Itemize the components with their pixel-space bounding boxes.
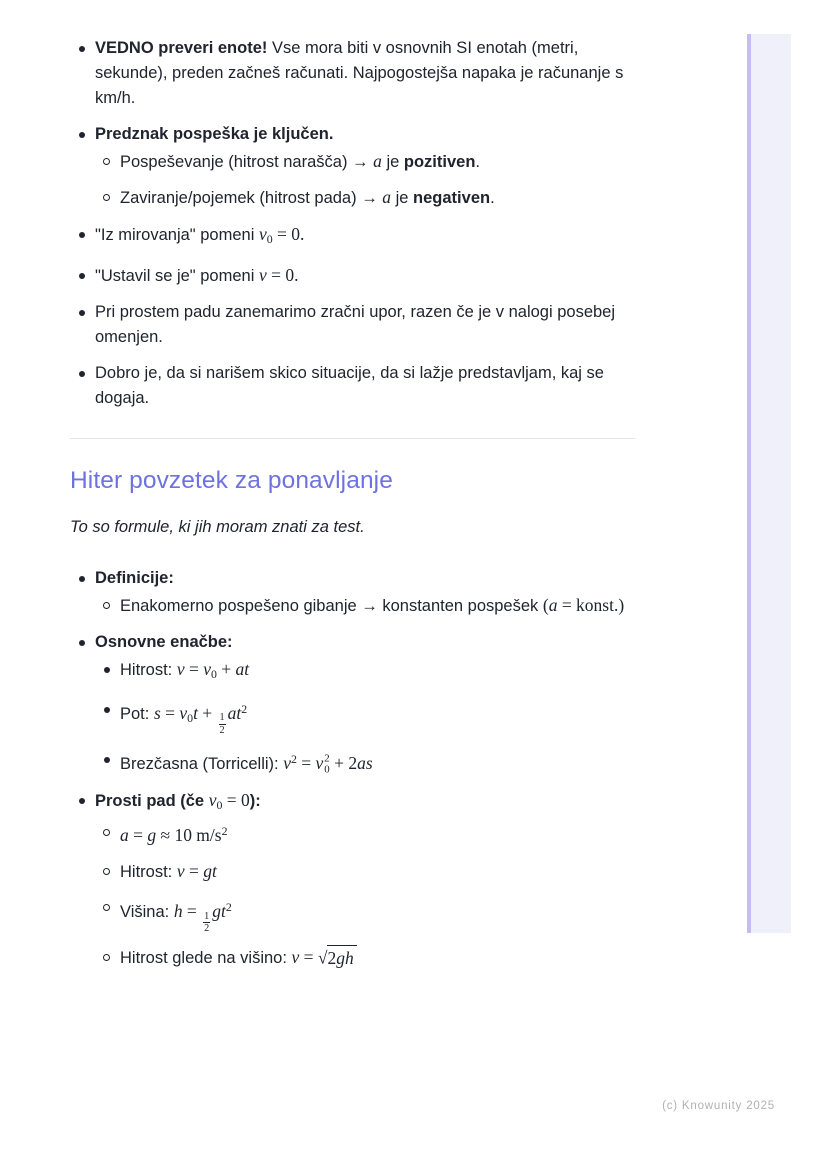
bullet-list: [70, 566, 635, 971]
math-variable: a: [120, 825, 129, 846]
math-variable: h: [173, 901, 183, 922]
math-text: = 0.: [266, 264, 299, 285]
math-variable: v: [258, 264, 267, 285]
list-item-text: [95, 39, 623, 107]
text-run: Dobro je, da si narišem skico situacije, da si lažje predstavljam, kaj se dogaja.: [95, 363, 604, 407]
bold-text: Prosti pad (če: [95, 791, 209, 810]
text-run: Hitrost:: [120, 660, 177, 679]
list-item-text: [120, 751, 373, 776]
math-variable: a: [373, 151, 382, 171]
sub-list-item: [95, 747, 635, 777]
sub-list-item: [95, 149, 635, 175]
math-text: =: [128, 825, 148, 846]
sub-list-item: [95, 657, 635, 687]
sub-bullet-list: [95, 593, 635, 619]
math-text: +: [216, 658, 236, 679]
list-item-text: [95, 364, 604, 407]
fraction-numerator: 1: [219, 712, 225, 724]
math-variable: v: [291, 947, 300, 968]
fraction-denominator: 2: [219, 724, 225, 736]
list-item: [70, 222, 635, 252]
math-variable: a: [548, 594, 558, 615]
sub-list-item: [95, 859, 635, 885]
math-text: =: [184, 658, 204, 679]
math-variable: v: [176, 861, 185, 882]
math-variable: v: [258, 224, 267, 244]
list-item: [70, 361, 635, 411]
text-run: Pot:: [120, 704, 154, 723]
list-item: [70, 566, 635, 619]
math-variable: gt: [203, 861, 217, 882]
copyright-footer: (c) Knowunity 2025: [662, 1100, 775, 1112]
math-variable: at: [227, 702, 242, 723]
math-variable: g: [147, 825, 157, 846]
list-item: [70, 630, 635, 777]
list-item-text: [120, 594, 625, 615]
superscript: 2: [225, 900, 232, 915]
right-margin-accent-line: [747, 34, 751, 933]
math-text: ≈ 10 m/s: [156, 825, 222, 846]
list-item-text: [120, 189, 495, 207]
math-text: =: [299, 947, 318, 968]
list-item-text: [95, 633, 233, 651]
text-run: Hiter povzetek za ponavljanje: [70, 466, 393, 494]
list-item: [70, 263, 635, 289]
text-run: "Ustavil se je" pomeni: [95, 266, 259, 285]
section-divider: [70, 438, 635, 439]
list-item-text: [120, 863, 217, 881]
math-text: + 2: [329, 752, 358, 773]
math-variable: as: [357, 752, 373, 773]
math-text: 2: [327, 948, 337, 969]
text-run: je: [381, 153, 404, 171]
intro-note: [70, 515, 635, 540]
math-variable: s: [153, 702, 161, 723]
text-run: Višina:: [120, 903, 174, 922]
fraction-numerator: 1: [204, 910, 210, 922]
list-item: [70, 300, 635, 350]
math-text: = konst.): [557, 594, 625, 615]
math-text: =: [182, 901, 202, 922]
fraction: [203, 911, 210, 936]
text-run: Enakomerno pospešeno gibanje → konstanten pospešek: [120, 596, 543, 615]
sub-list-item: [95, 593, 635, 619]
radicand: [327, 945, 357, 971]
math-text: (: [542, 594, 549, 615]
list-item-text: [95, 569, 174, 587]
subscript: 0: [266, 231, 273, 246]
superscript: 2: [241, 701, 248, 716]
sub-list-item: [95, 820, 635, 850]
text-run: Pospeševanje (hitrost narašča) →: [120, 153, 374, 171]
list-item-text: [120, 824, 228, 846]
list-item-text: [120, 701, 248, 736]
document-content: [70, 36, 635, 982]
text-run: Hitrost glede na višino:: [120, 949, 292, 968]
math-text: = 0: [222, 789, 250, 810]
math-variable: t: [193, 702, 198, 723]
list-item-text: [95, 789, 261, 812]
sub-superscript-group: [316, 751, 330, 776]
bold-text: Predznak pospeška je ključen.: [95, 125, 334, 143]
sub-bullet-list: [95, 820, 635, 972]
superscript: 2: [324, 751, 330, 764]
math-variable: v: [179, 702, 188, 723]
list-item-text: [95, 226, 304, 244]
radical-sign-icon: √: [317, 947, 328, 968]
list-item: [70, 122, 635, 211]
list-item: [70, 36, 635, 111]
list-item-text: [95, 125, 333, 143]
math-text: =: [160, 702, 180, 723]
subscript: 0: [187, 710, 194, 725]
superscript: 2: [221, 824, 228, 839]
sub-list-item: [95, 697, 635, 737]
math-variable: v: [315, 752, 324, 773]
sub-list-item: [95, 895, 635, 935]
list-item-text: [95, 303, 615, 346]
math-variable: a: [382, 187, 392, 207]
bold-text: negativen: [413, 189, 491, 207]
right-margin-bar: [751, 34, 791, 933]
text-run: Pri prostem padu zanemarimo zračni upor, razen če je v nalogi posebej omenjen.: [95, 302, 616, 346]
list-item: [70, 788, 635, 972]
math-text: =: [184, 861, 204, 882]
text-run: Zaviranje/pojemek (hitrost pada) →: [120, 189, 383, 207]
text-run: je: [391, 189, 414, 207]
square-root: [318, 945, 357, 971]
math-variable: v: [283, 752, 291, 773]
text-run: Brezčasna (Torricelli):: [120, 754, 284, 773]
math-variable: gt: [212, 901, 226, 922]
math-text: = 0.: [272, 224, 305, 244]
math-variable: gh: [336, 948, 354, 969]
math-text: =: [296, 752, 316, 773]
math-variable: at: [235, 658, 250, 679]
italic-text: To so formule, ki jih moram znati za test.: [70, 517, 365, 536]
fraction: [219, 712, 226, 737]
text-run: .: [490, 189, 495, 207]
list-item-text: [120, 900, 232, 935]
section-heading: [70, 466, 635, 496]
sub-list-item: [95, 185, 635, 211]
bold-text: ):: [249, 791, 261, 810]
subscript: 0: [210, 666, 217, 681]
bold-text: VEDNO preveri enote!: [95, 39, 268, 57]
sub-bullet-list: [95, 149, 635, 211]
subscript: 0: [216, 797, 223, 812]
superscript: 2: [290, 751, 297, 766]
bold-text: Osnovne enačbe:: [95, 632, 233, 651]
sub-bullet-list: [95, 657, 635, 777]
fraction-denominator: 2: [204, 923, 210, 935]
bold-text: Definicije:: [95, 568, 174, 587]
text-run: "Iz mirovanja" pomeni: [95, 226, 259, 244]
math-variable: v: [203, 658, 211, 679]
bullet-list: [70, 36, 635, 411]
subscript: 0: [324, 763, 330, 776]
list-item-text: [95, 264, 299, 285]
text-run: .: [475, 153, 480, 171]
list-item-text: [120, 658, 250, 681]
bold-text: pozitiven: [403, 153, 476, 171]
list-item-text: [120, 153, 480, 171]
script-stack: [324, 753, 329, 776]
sub-list-item: [95, 945, 635, 971]
math-text: +: [197, 702, 217, 723]
math-variable: v: [208, 789, 217, 810]
list-item-text: [120, 949, 357, 967]
text-run: Hitrost:: [120, 863, 177, 882]
math-variable: v: [176, 658, 185, 679]
text-run: Vse mora biti v osnovnih SI enotah (metri, sekunde), preden začneš računati. Najpogostejša napaka je računanje s km/h.: [95, 39, 624, 107]
